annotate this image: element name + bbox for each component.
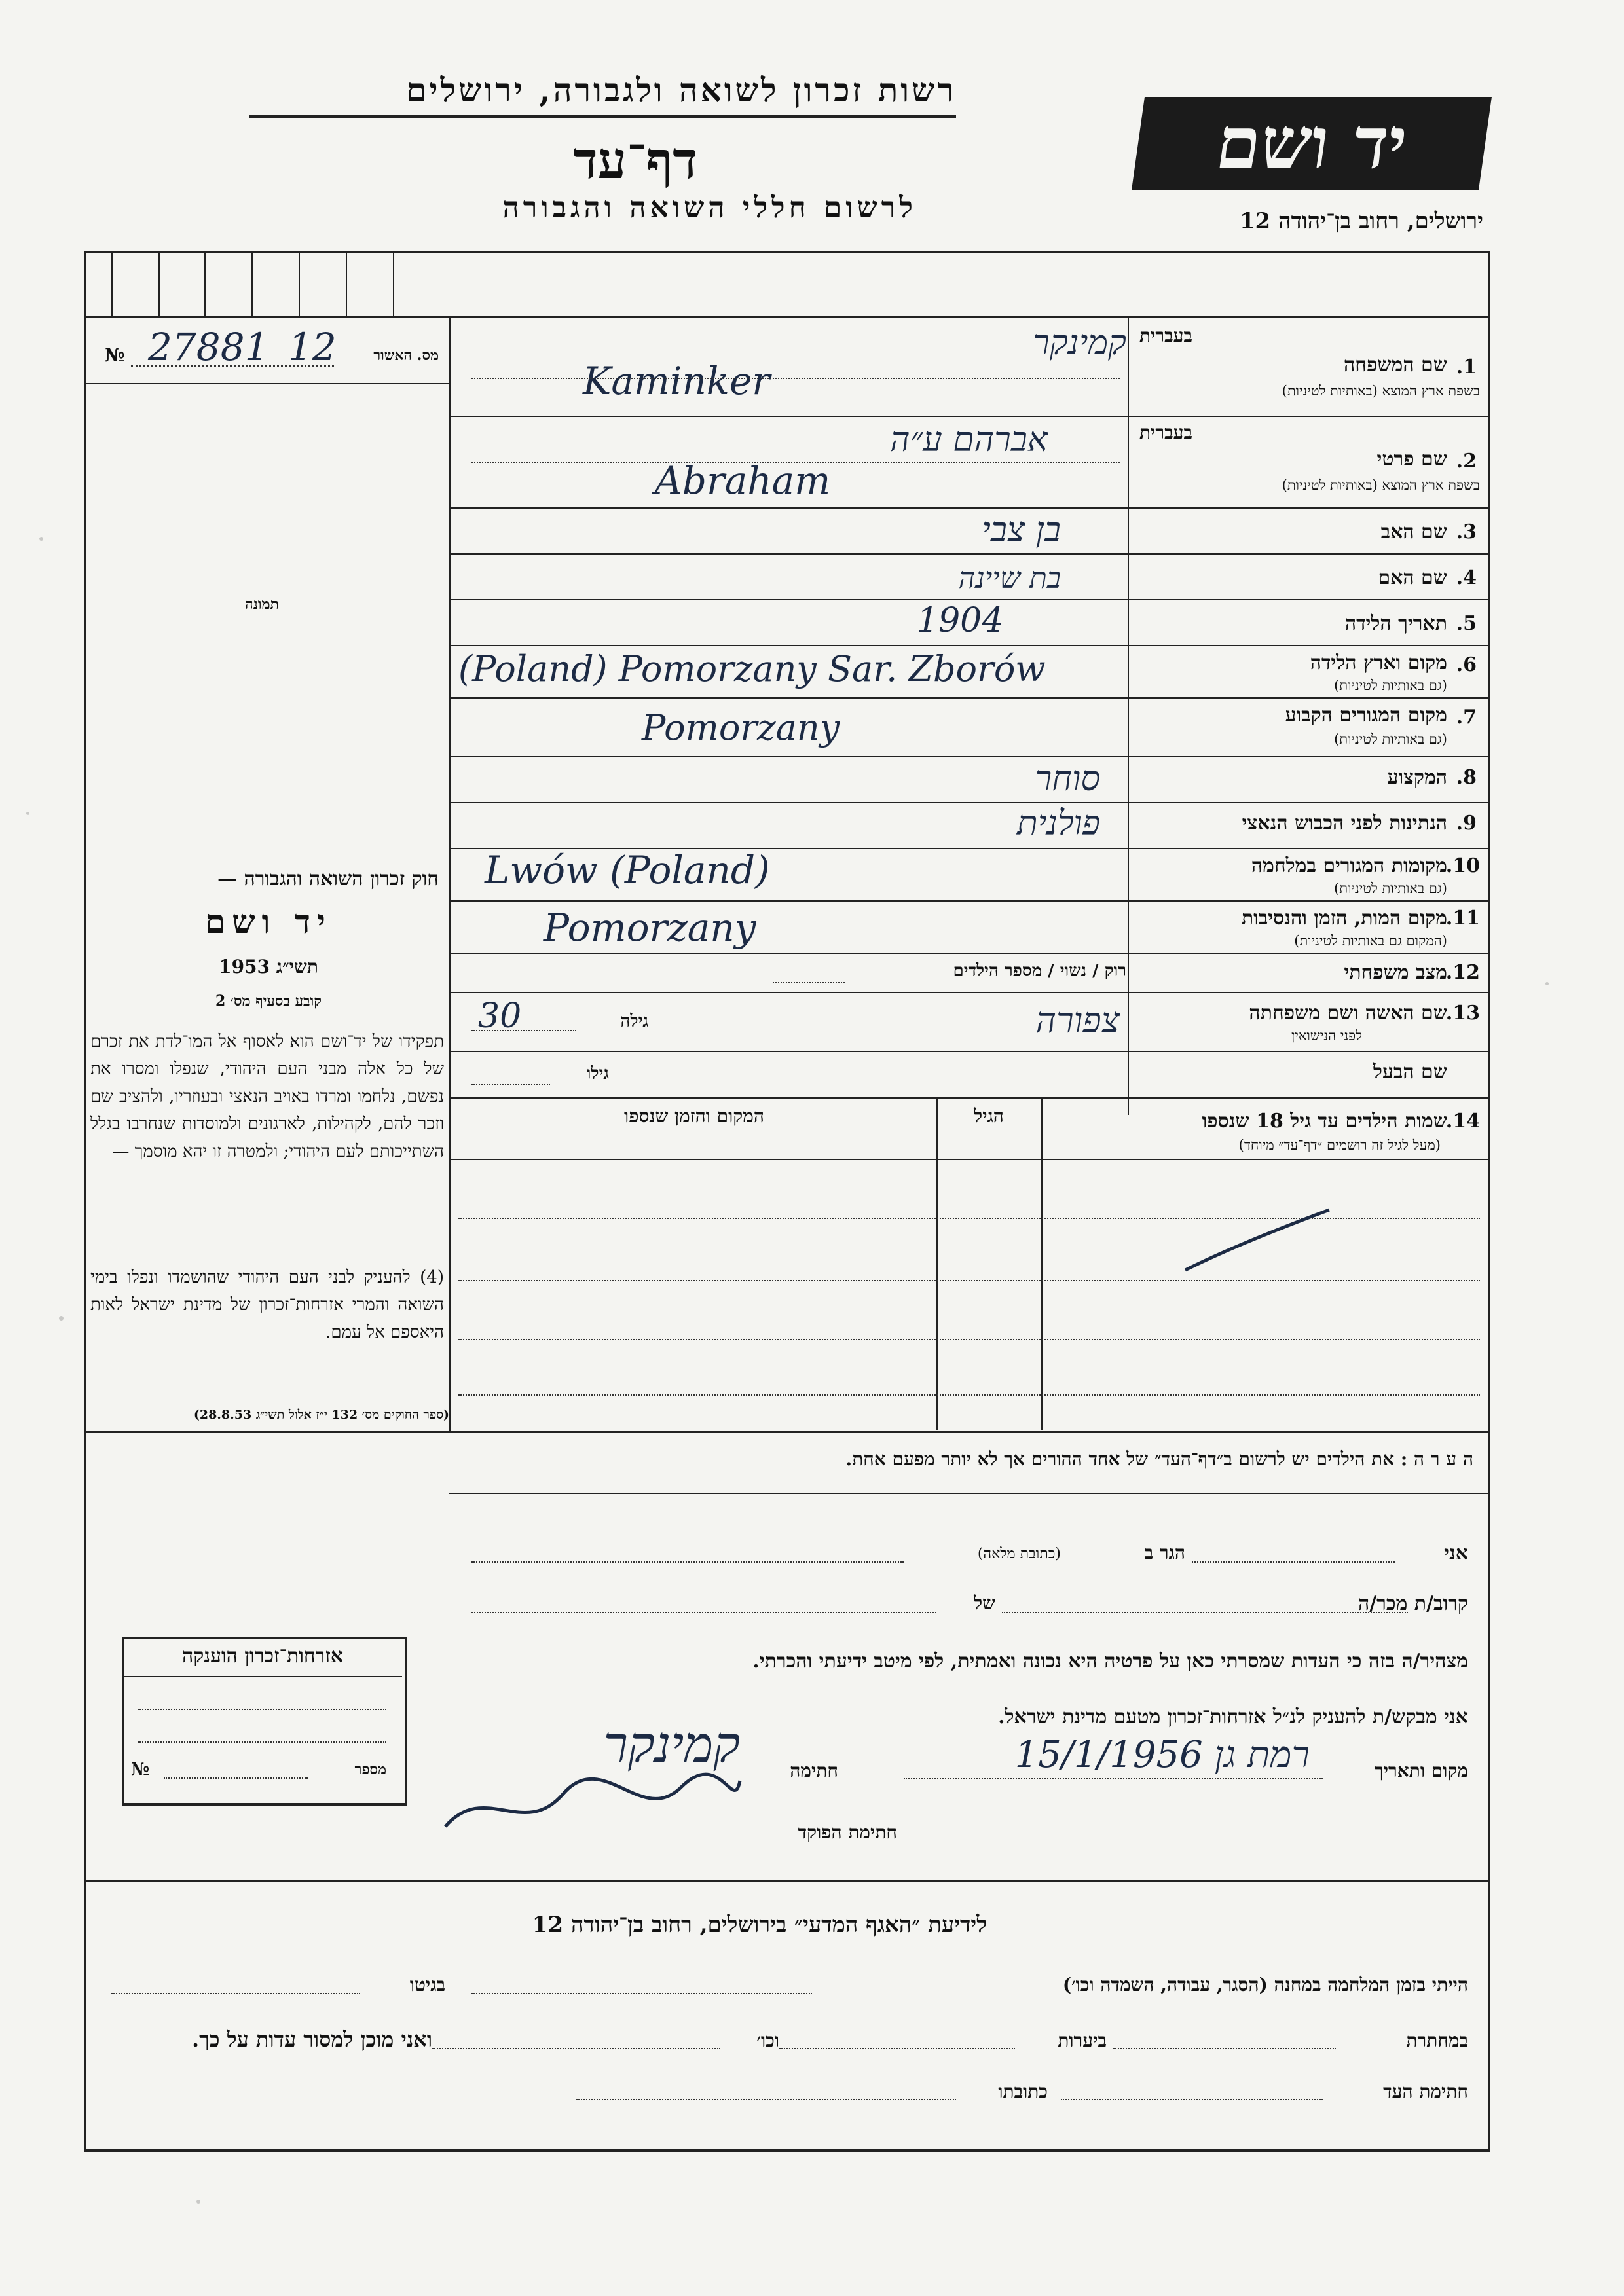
top-strip-line [84, 316, 1488, 318]
top-strip-v1 [111, 253, 113, 316]
field-6-num: 6. [1456, 653, 1477, 676]
info-camp-dots [471, 1993, 812, 1994]
citizenship-title: אזרחות־זכרון הוענקה [181, 1645, 344, 1667]
field-13-label: שם האשה ושם משפחתה [1249, 1002, 1447, 1025]
children-col-age: הגיל [974, 1105, 1004, 1127]
field-6-sub: (גם באותיות לטיניות) [1334, 678, 1447, 693]
logo-text: יד ושם [1211, 102, 1412, 185]
field-11-num: 11. [1445, 907, 1480, 930]
decl-residing: הגר ב [1144, 1542, 1185, 1563]
row-sep-1 [449, 416, 1488, 417]
registration-label: מס. האשור [373, 347, 439, 364]
citizenship-number-label: מספר [354, 1761, 386, 1778]
decl-request: אני מבקש/ת להעניק לנ״ל אזרחות־זכרון מטעם מדינת ישראל. [998, 1705, 1468, 1728]
field-4-label: שם האם [1378, 566, 1447, 589]
decl-line2-dots-a [1002, 1612, 1408, 1613]
top-strip-v2 [158, 253, 160, 316]
field-12-label: מצב משפחתי [1344, 961, 1447, 984]
decl-of: של [974, 1592, 995, 1614]
info-ghetto: בגיטו [409, 1974, 445, 1995]
field-6-label: מקום וארץ הלידה [1310, 651, 1447, 674]
yad-vashem-logo [1132, 97, 1492, 190]
decl-full-address: (כתובת מלאה) [977, 1546, 1061, 1562]
children-col-2 [1041, 1097, 1043, 1430]
field-11-sub: (המקום גם באותיות לטיניות) [1294, 933, 1447, 949]
field-10-label: מקומות המגורים במלחמה [1251, 854, 1447, 877]
field-4-value[interactable]: בת שיינה [958, 562, 1061, 595]
info-forests-dots [779, 2048, 1015, 2049]
info-address: כתובתו [998, 2081, 1048, 2102]
field-3-value[interactable]: בן צבי [982, 511, 1061, 550]
decl-line2-dots-b [471, 1612, 936, 1613]
row-sep-7 [449, 756, 1488, 757]
scan-speck [1545, 982, 1549, 985]
form-subtitle: לרשום חללי השואה והגבורה [502, 191, 917, 225]
scan-speck [196, 2200, 200, 2204]
children-num: 14. [1445, 1110, 1480, 1133]
top-strip-v4 [251, 253, 253, 316]
info-forests: ביערות [1058, 2030, 1107, 2051]
law-title: חוק זכרון השואה והגבורה — [217, 867, 439, 890]
field-1-value-he[interactable]: קמינקר [1033, 323, 1126, 363]
law-name: יד ושם [205, 902, 332, 941]
info-etc-dots [432, 2048, 720, 2049]
wife-age-label: גילה [620, 1011, 648, 1031]
signature-flourish [432, 1768, 747, 1840]
field-3-label: שם האב [1380, 520, 1447, 543]
form-title: דף־עד [573, 131, 697, 191]
row-sep-10 [449, 900, 1488, 902]
field-13-num: 13. [1445, 1002, 1480, 1025]
top-strip-v6 [346, 253, 347, 316]
law-paragraph: תפקידו של יד־ושם הוא לאסוף אל המו־לדת את זכרם של כל אלה מבני העם היהודי, שנפלו ומסרו את נפשם, נלחמו ומרדו באויב הנאצי ובעוזריו, ולהציב שם וזכר להם, לקהילות, לארגונים ולמוסדות שנחרבו בגלל השתייכותם לעם היהודי; ולמטרה זו יהא מוסמך — [90, 1032, 444, 1161]
law-gazette: (ספר החוקים מס׳ 132 י״ז אלול תשי״ג 28.8.53) [193, 1408, 449, 1422]
info-underground-dots [1113, 2048, 1336, 2049]
field-2-dots [471, 462, 1120, 463]
row-sep-6 [449, 697, 1488, 699]
field-7-sub: (גם באותיות לטיניות) [1334, 731, 1447, 747]
field-1-value-lat[interactable]: Kaminker [583, 359, 771, 403]
citizenship-dots-2 [138, 1741, 386, 1743]
row-sep-3 [449, 553, 1488, 555]
header-address: ירושלים, רחוב בן־יהודה 12 [1239, 208, 1483, 234]
info-witness-signature: חתימת העד [1383, 2081, 1468, 2102]
registration-no-sign: № [105, 344, 125, 366]
field-1-sub: בשפת ארץ המוצא (באותיות לטיניות) [1282, 383, 1480, 399]
info-etc: וכו׳ [756, 2030, 779, 2051]
field-10-sub: (גם באותיות לטיניות) [1334, 881, 1447, 896]
authority-line: רשות זכרון לשואה ולגבורה, ירושלים [406, 71, 956, 109]
field-2-num: 2. [1456, 450, 1477, 473]
children-row-4 [458, 1394, 1480, 1396]
top-strip-v5 [299, 253, 300, 316]
registration-number: 27881 [148, 325, 269, 369]
decl-signature-value[interactable]: קמינקר [603, 1715, 740, 1774]
registration-dotted [131, 365, 334, 367]
field-8-label: המקצוע [1387, 766, 1447, 789]
field-4-num: 4. [1456, 566, 1477, 589]
field-12-num: 12. [1445, 961, 1480, 984]
field-9-value[interactable]: פולנית [1016, 804, 1100, 843]
wife-age-value[interactable]: 30 [478, 996, 522, 1036]
children-head-line [449, 1159, 1488, 1160]
wife-age-dots [471, 1030, 576, 1031]
decl-signature-label: חתימה [790, 1760, 838, 1781]
info-camp: הייתי בזמן המלחמה במחנה (הסגר, עבודה, השמדה וכו׳) [1062, 1974, 1468, 1995]
info-title: לידיעת ״האגף המדעי״ בירושלים, רחוב בן־יהודה 12 [532, 1912, 987, 1938]
field-7-num: 7. [1456, 706, 1477, 729]
decl-i: אני [1444, 1542, 1468, 1565]
field-2-value-he[interactable]: אברהם ע״ה [890, 420, 1048, 460]
decl-statement: מצהיר/ה בזה כי העדות שמסרתי כאן על פרטיה היא נכונה ואמתית, לפי מיטב ידיעתי והכרתי. [752, 1650, 1468, 1673]
info-witness-dots [1061, 2099, 1323, 2100]
info-ghetto-dots [111, 1993, 360, 1994]
husband-age-label: גילו [586, 1064, 609, 1084]
decl-place-date-label: מקום ותאריך [1374, 1760, 1468, 1781]
children-row-3 [458, 1339, 1480, 1340]
decl-place-date-dots [904, 1778, 1323, 1779]
row-sep-11 [449, 953, 1488, 954]
field-1-label: שם המשפחה [1343, 354, 1447, 376]
field-13-sub: לפני הנישואין [1291, 1028, 1362, 1044]
law-section: קובע בסעיף מס׳ 2 [215, 993, 322, 1010]
children-row-2 [458, 1280, 1480, 1281]
field-5-label: תאריך הלידה [1344, 612, 1447, 635]
photo-label: תמונה [245, 596, 279, 613]
info-testify: ואני מוכן למסור עדות על כך. [191, 2027, 432, 2052]
row-sep-13 [449, 1051, 1488, 1052]
field-2-sub: בשפת ארץ המוצא (באותיות לטיניות) [1282, 477, 1480, 493]
field-9-num: 9. [1456, 812, 1477, 835]
registration-divider [84, 383, 449, 384]
children-strike-mark [1179, 1205, 1336, 1277]
decl-line1-dots-b [471, 1561, 904, 1563]
children-sub: (מעל לגיל זה רושמים ״דף־עד״ מיוחד) [1238, 1137, 1441, 1153]
field-12-dots [773, 982, 845, 983]
authority-underline [249, 115, 956, 118]
row-sep-4 [449, 599, 1488, 600]
children-col-1 [936, 1097, 938, 1430]
law-year: תשי״ג 1953 [219, 956, 318, 977]
scan-speck [39, 537, 43, 541]
top-strip-v7 [393, 253, 394, 316]
row-sep-8 [449, 802, 1488, 803]
field-5-num: 5. [1456, 612, 1477, 635]
field-9-label: הנתינות לפני הכבוש הנאצי [1242, 812, 1447, 835]
field-6-value[interactable]: (Poland) Pomorzany Sar. Zborów [458, 648, 1046, 689]
top-strip-v3 [204, 253, 206, 316]
field-5-value[interactable]: 1904 [917, 601, 1004, 640]
field-11-value[interactable]: Pomorzany [544, 905, 756, 950]
field-11-label: מקום המות, הזמן והנסיבות [1241, 907, 1447, 930]
info-top-line [84, 1880, 1488, 1882]
citizenship-no-sign: № [131, 1760, 150, 1779]
field-12-value: רוק / נשוי / מספר הילדים [953, 961, 1126, 981]
field-7-label: מקום המגורים הקבוע [1285, 704, 1447, 727]
info-address-dots [576, 2099, 956, 2100]
registration-suffix: 12 [288, 325, 337, 369]
row-sep-2 [449, 507, 1488, 509]
field-2-label: שם פרטי [1376, 448, 1447, 471]
label-column-divider [1128, 316, 1129, 1115]
citizenship-dots-1 [138, 1709, 386, 1710]
decl-relative: קרוב/ת מכר/ה [1357, 1592, 1468, 1615]
field-1-num: 1. [1456, 355, 1477, 378]
left-column-divider [449, 316, 451, 1431]
decl-place-date-value[interactable]: רמת גן 15/1/1956 [1014, 1734, 1310, 1776]
field-13-value[interactable]: צפורה [1035, 1000, 1120, 1041]
note-top-line [84, 1431, 1488, 1433]
hebrew-tag-2: בעברית [1139, 422, 1193, 443]
citizenship-dots-3 [164, 1777, 308, 1779]
field-8-value[interactable]: סוחר [1035, 759, 1100, 799]
field-7-value[interactable]: Pomorzany [642, 707, 840, 748]
field-1-dots [471, 378, 1120, 379]
children-col-place: המקום והזמן שנספו [624, 1105, 764, 1127]
hebrew-tag-1: בעברית [1139, 325, 1193, 346]
field-8-num: 8. [1456, 766, 1477, 789]
decl-line1-dots-a [1192, 1561, 1395, 1563]
field-10-value[interactable]: Lwów (Poland) [485, 848, 770, 892]
law-clause: (4) להעניק לבני העם היהודי שהושמדו ונפלו בימי השואה והמרי אזרחות־זכרון של מדינת ישראל לאות היאספם אל עמם. [90, 1267, 444, 1342]
children-label: שמות הילדים עד גיל 18 שנספו [1202, 1110, 1447, 1133]
husband-label: שם הבעל [1373, 1061, 1447, 1084]
field-10-num: 10. [1445, 854, 1480, 877]
citizenship-title-line [124, 1676, 402, 1677]
row-sep-12 [449, 992, 1488, 993]
scan-speck [59, 1316, 64, 1321]
field-3-num: 3. [1456, 520, 1477, 543]
note-bottom-line [449, 1493, 1488, 1494]
scan-speck [26, 812, 29, 815]
info-underground: במחתרת [1406, 2030, 1468, 2051]
row-sep-5 [449, 645, 1488, 646]
decl-officer-label: חתימת הפוקד [798, 1821, 897, 1843]
field-2-value-lat[interactable]: Abraham [655, 458, 831, 503]
note-text: ה ע ר ה : את הילדים יש לרשום ב״דף־העד״ של אחד ההורים אך לא יותר מפעם אחת. [845, 1448, 1473, 1470]
husband-age-dots [471, 1084, 550, 1085]
row-sep-14 [449, 1097, 1488, 1099]
